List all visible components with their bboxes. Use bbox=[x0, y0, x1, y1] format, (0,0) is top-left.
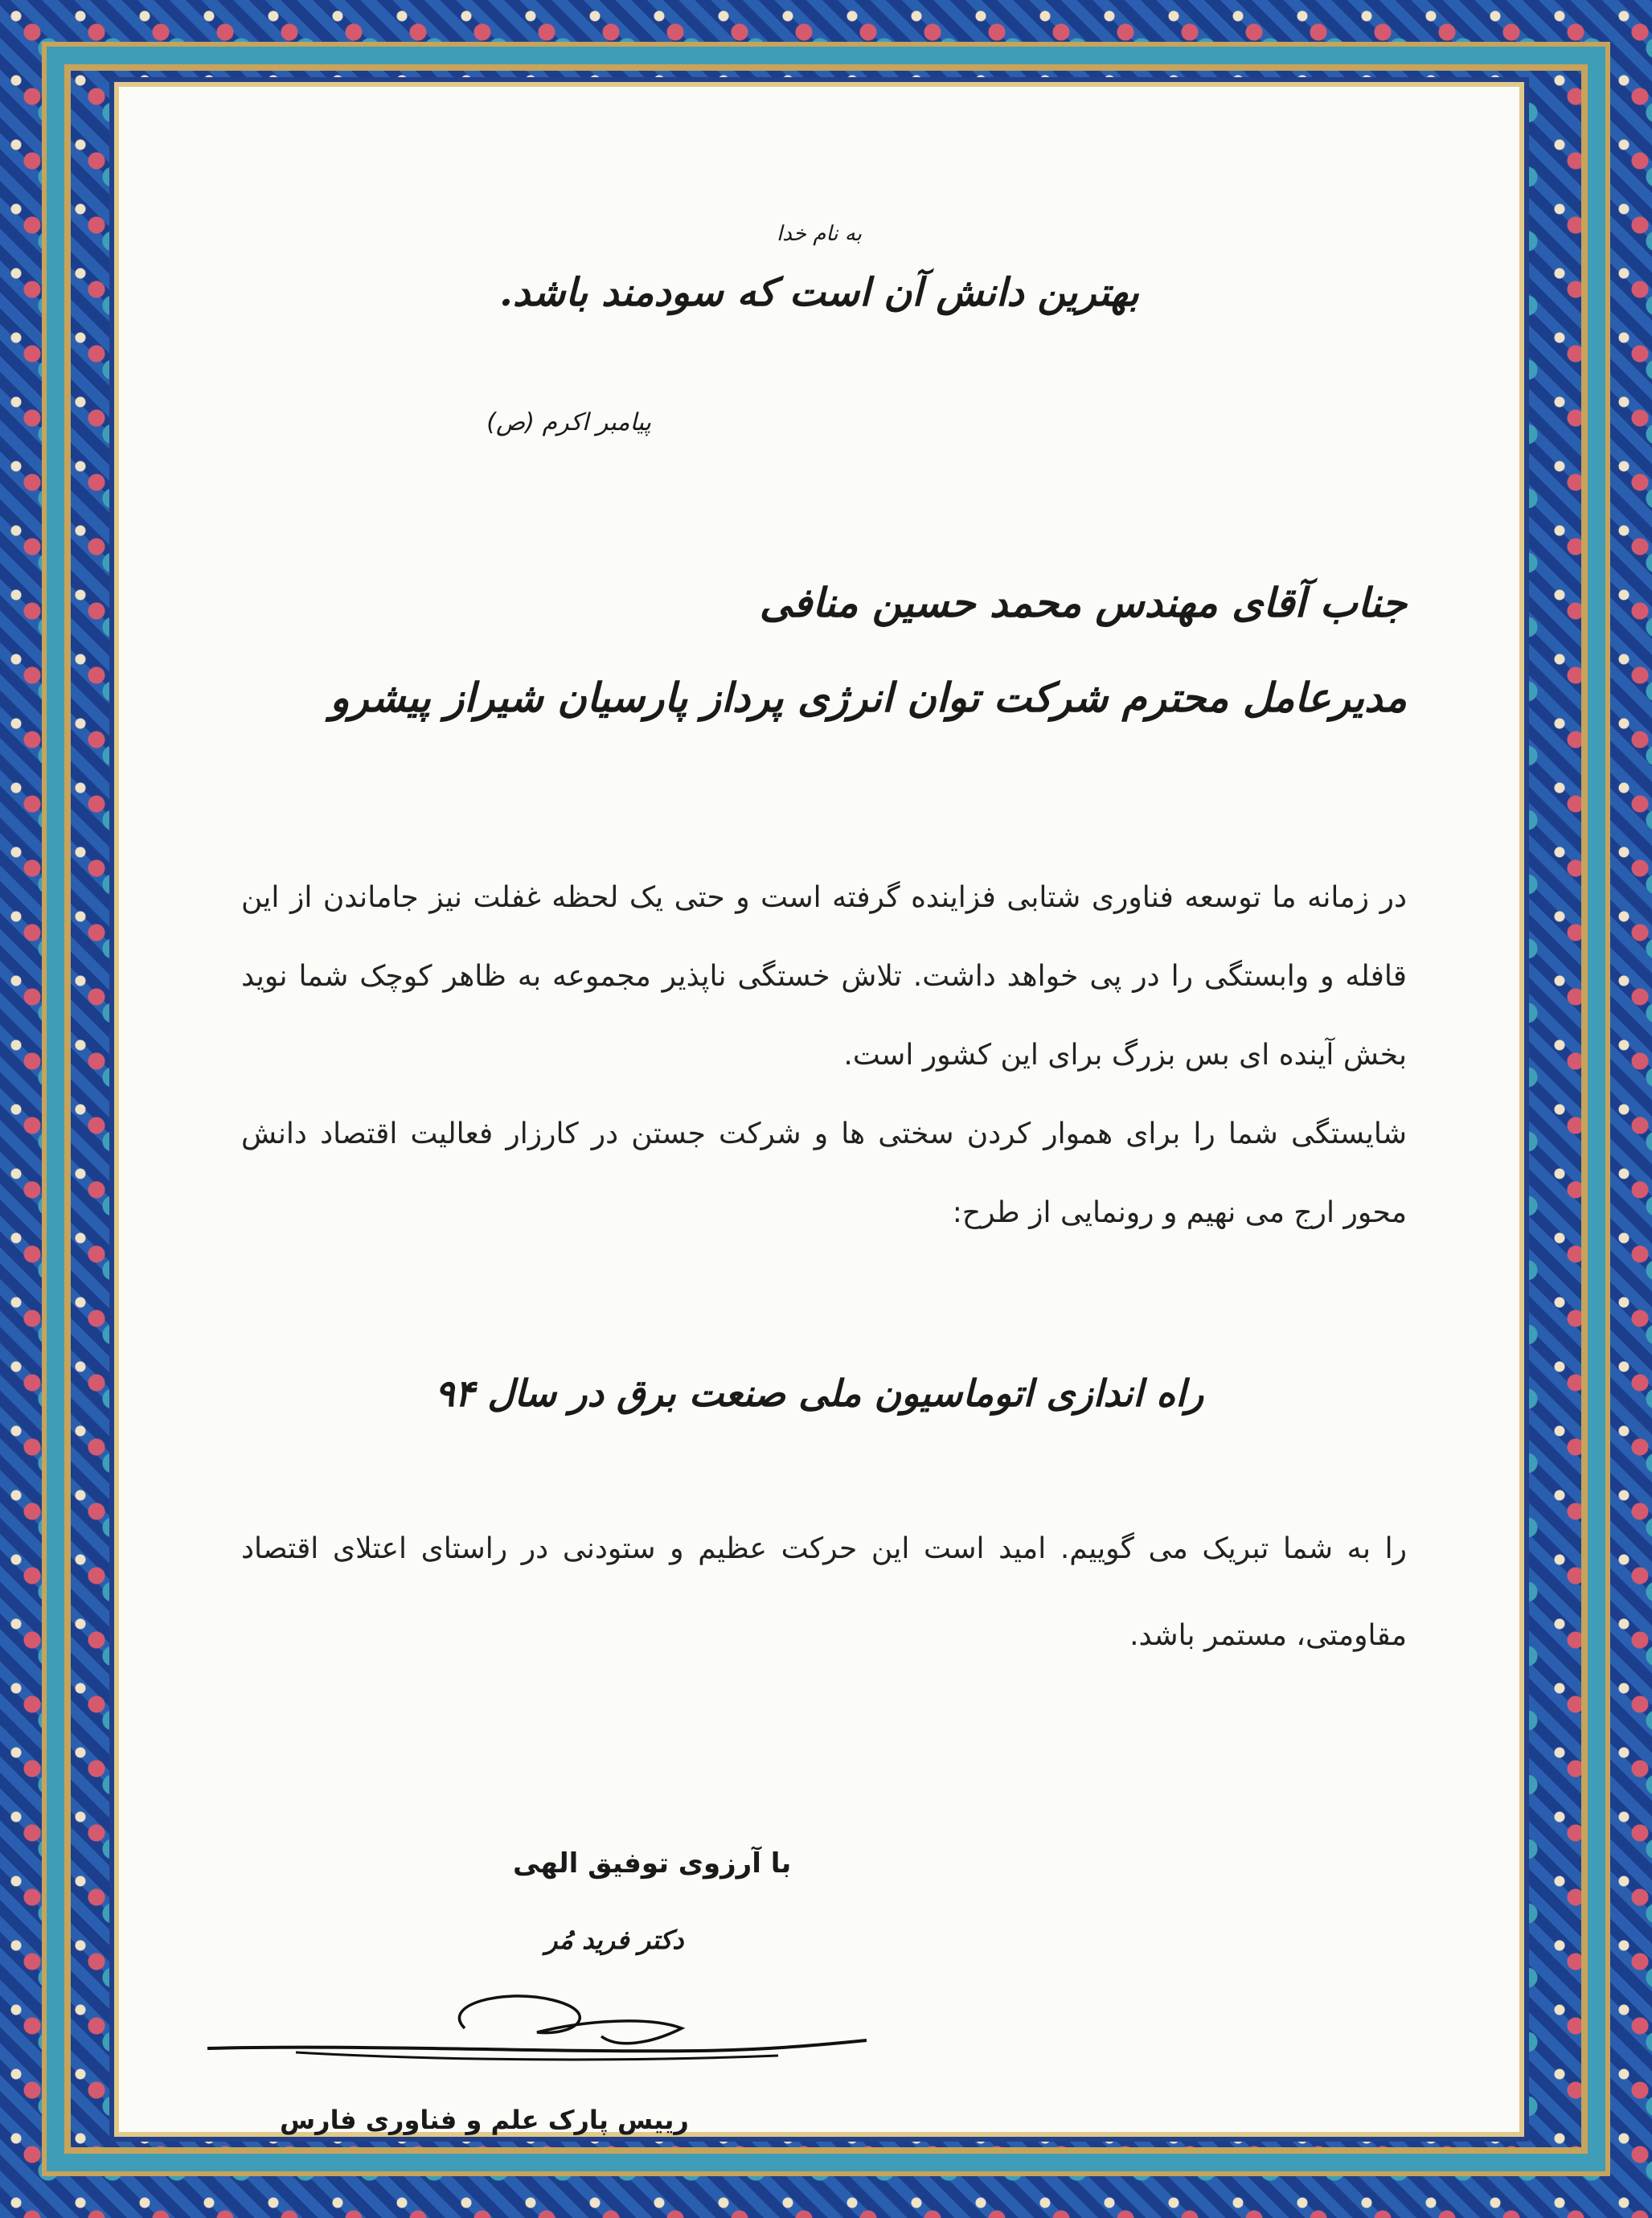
quote-attribution: پیامبر اکرم (ص) bbox=[486, 408, 651, 437]
body-paragraph-1: در زمانه ما توسعه فناوری شتابی فزاینده گرفته است و حتی یک لحظه غفلت نیز جاماندن از این قافله و وابستگی را در پی خواهد داشت. تلاش خستگی ناپذیر مجموعه به ظاهر کوچک شما نوید بخش آینده ای بس بزرگ برای این کشور است. bbox=[241, 881, 1407, 1072]
letter-body bbox=[241, 859, 1407, 1252]
signatory-name: دکتر فرید مُر bbox=[545, 1925, 684, 1955]
certificate-paper bbox=[119, 87, 1519, 2135]
closing-body bbox=[241, 1506, 1407, 1679]
handwritten-signature bbox=[199, 1972, 923, 2068]
signatory-title: رییس پارک علم و فناوری فارس bbox=[280, 2105, 689, 2135]
project-title: راه اندازی اتوماسیون ملی صنعت برق در سال ۹۴ bbox=[434, 1371, 1204, 1415]
recipient-name: جناب آقای مهندس محمد حسین منافی bbox=[759, 579, 1407, 626]
body-paragraph-2: شایستگی شما را برای هموار کردن سختی ها و شرکت جستن در کارزار فعالیت اقتصاد دانش محور ارج می نهیم و رونمایی از طرح: bbox=[241, 1117, 1407, 1229]
basmala-heading: به نام خدا bbox=[777, 222, 862, 246]
recipient-position: مدیرعامل محترم شرکت توان انرژی پرداز پارسیان شیراز پیشرو bbox=[330, 674, 1407, 721]
closing-paragraph: را به شما تبریک می گوییم. امید است این حرکت عظیم و ستودنی در راستای اعتلای اقتصاد مقاومتی، مستمر باشد. bbox=[241, 1532, 1407, 1652]
motto-quote: بهترین دانش آن است که سودمند باشد. bbox=[499, 270, 1139, 315]
closing-wish: با آرزوی توفیق الهی bbox=[513, 1847, 792, 1880]
